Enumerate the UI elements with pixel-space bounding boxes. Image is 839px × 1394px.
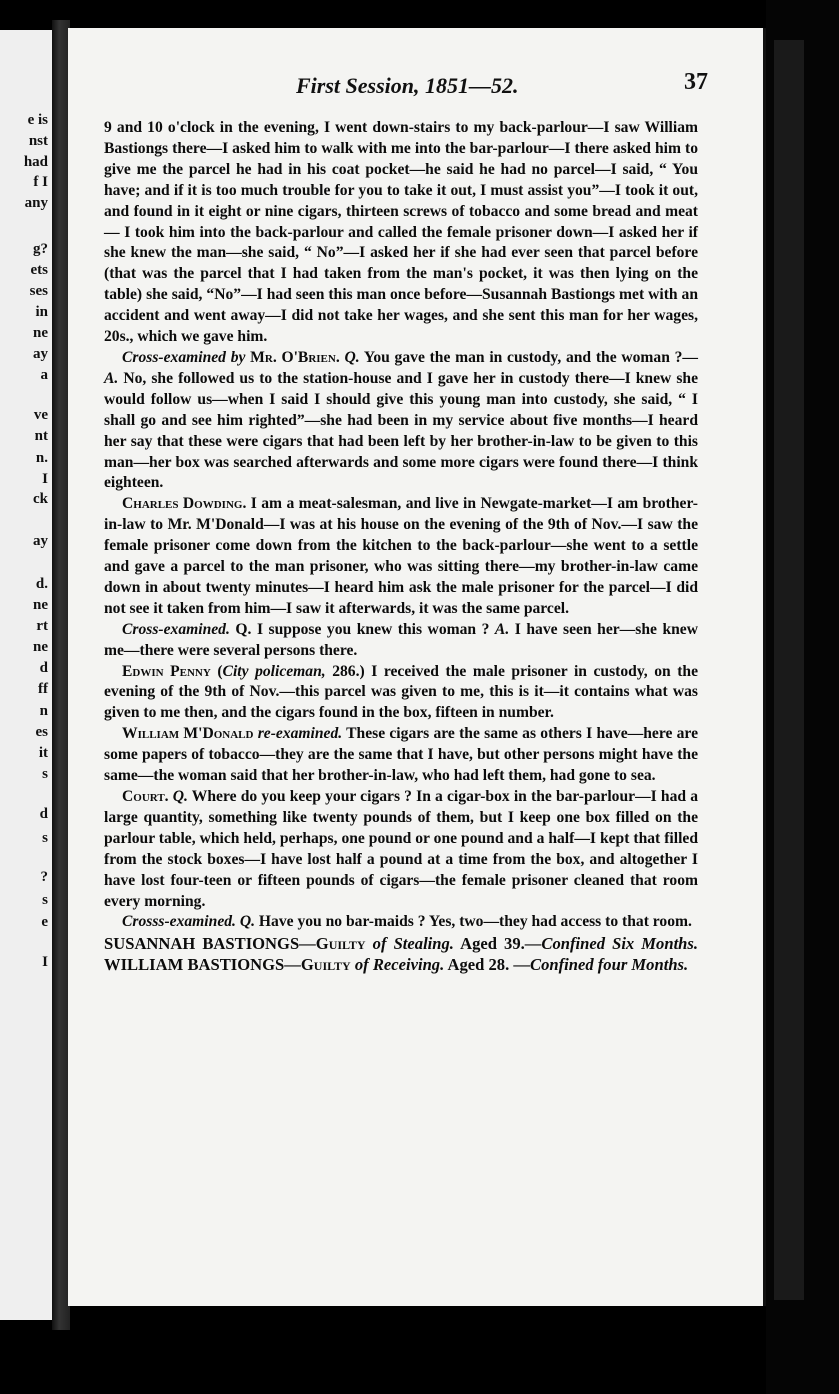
facing-page-fragment: any bbox=[24, 195, 48, 211]
facing-page-fragment: nst bbox=[28, 133, 48, 149]
facing-page-fragment: s bbox=[42, 892, 48, 908]
text-run: of Stealing. bbox=[365, 934, 454, 954]
facing-page-fragment: ne bbox=[33, 639, 48, 655]
text-run: Aged 39.— bbox=[453, 934, 542, 954]
scan-border bbox=[766, 0, 839, 1394]
text-run: Aged 28. — bbox=[444, 955, 530, 975]
testimony-paragraph bbox=[104, 787, 698, 912]
facing-page-fragment: rt bbox=[36, 618, 48, 634]
page-header bbox=[68, 69, 766, 103]
text-run: ( bbox=[210, 662, 223, 680]
text-run: Q. bbox=[344, 348, 360, 366]
text-run: Where do you keep your cigars ? In a cigar-box in the bar-parlour—I had a large quantity, something like twenty pounds of them, but I keep one box filled on the parlour table, which held, perhaps, one pound or one pound and a half—I kept that filled from the stock boxes—I have lost half a pound at a time from the box, and altogether I have lost four-teen or fifteen pounds of cigars—the female prisoner cleaned that room every morning. bbox=[104, 788, 698, 910]
text-run: Confined four Months. bbox=[530, 955, 689, 975]
testimony-paragraph bbox=[104, 494, 698, 619]
facing-page-fragment: ve bbox=[33, 407, 48, 423]
text-run: You gave the man in custody, and the woman ?— bbox=[359, 348, 699, 366]
facing-page-fragment: d bbox=[39, 806, 48, 822]
text-run: Guilty bbox=[300, 955, 351, 975]
facing-page-fragment: ne bbox=[33, 325, 48, 341]
text-run: Have you no bar-maids ? Yes, two—they had access to that room. bbox=[255, 913, 692, 931]
text-run: Q. bbox=[239, 913, 256, 931]
book-page bbox=[68, 28, 766, 1306]
text-run: 286.) I received the male prisoner in custody, on the evening of the 9th of Nov.—this parcel was given to me, this is it—it contains what was given to me then, and the cigars found in the box, fifteen in number. bbox=[104, 662, 698, 722]
facing-page-fragment: ? bbox=[40, 869, 48, 885]
text-run: 9 and 10 o'clock in the evening, I went down-stairs to my back-parlour—I saw William Bastiongs there—I asked him to walk with me into the bar-parlour—I there asked him to give me the parcel he had in his coat pocket—he said he had no parcel—I said, “ You have; and if it is too much trouble for you to take it out, I must assist you”—I took it out, and found in it eight or nine cigars, thirteen screws of tobacco and some bread and meat — I took him into the back-parlour and called the female prisoner down—I asked her if she knew the man—she said, “ No”—I asked her if she had ever seen that parcel before (that was the parcel that I had taken from the man's pocket, it was then lying on the table) she said, “No”—I had seen this man once before—Susannah Bastiongs met with an accident and went away—I did not take her wages, and she sent this man for her wages, 20s., which we gave him. bbox=[104, 119, 698, 346]
scan-edge-strip bbox=[774, 40, 804, 1300]
facing-page-fragment: in bbox=[35, 304, 48, 320]
facing-page-fragment: d bbox=[39, 660, 48, 676]
facing-page-fragment: s bbox=[42, 766, 48, 782]
text-run: These cigars are the same as others I have—here are some papers of tobacco—they are the same that I have, but other persons might have the same—the woman said that her brother-in-law, who had left them, had gone to sea. bbox=[104, 725, 698, 785]
facing-page-fragment: e is bbox=[27, 112, 48, 128]
testimony-paragraph bbox=[104, 662, 698, 725]
facing-page-fragment: a bbox=[40, 367, 48, 383]
facing-page-fragment: had bbox=[23, 154, 48, 170]
text-run: City policeman, bbox=[222, 662, 326, 680]
facing-page-fragment: it bbox=[38, 745, 48, 761]
running-title: First Session, 1851—52. bbox=[296, 73, 519, 98]
facing-page-fragment: ay bbox=[33, 346, 48, 362]
facing-page-fragment: ets bbox=[30, 262, 48, 278]
page-body bbox=[104, 118, 698, 975]
facing-page-fragment: n. bbox=[35, 450, 48, 466]
facing-page-fragment: ay bbox=[33, 533, 48, 549]
testimony-paragraph bbox=[104, 912, 698, 933]
text-run: I have seen her—she knew me—there were several persons there. bbox=[104, 620, 698, 659]
text-run: Confined Six Months. bbox=[541, 934, 699, 954]
testimony-paragraph bbox=[104, 724, 698, 787]
testimony-paragraph bbox=[104, 118, 698, 348]
text-run: A. bbox=[494, 620, 510, 638]
testimony-paragraph bbox=[104, 620, 698, 662]
text-run: Charles Dowding. bbox=[122, 495, 247, 513]
text-run: Mr. O'Brien. bbox=[250, 348, 340, 366]
facing-page-edge bbox=[0, 30, 54, 1320]
text-run: Cross-examined by bbox=[122, 348, 251, 366]
facing-page-fragment: es bbox=[35, 724, 48, 740]
facing-page-fragment: f I bbox=[33, 174, 48, 190]
text-run: SUSANNAH BASTIONGS— bbox=[104, 934, 316, 954]
verdict-paragraph bbox=[104, 933, 698, 975]
text-run: William M'Donald bbox=[122, 725, 254, 743]
text-run: of Receiving. bbox=[350, 955, 445, 975]
text-run: Cross-examined. bbox=[122, 620, 230, 638]
facing-page-fragment: n bbox=[39, 703, 48, 719]
text-run: Edwin Penny bbox=[122, 662, 211, 680]
facing-page-fragment: ses bbox=[29, 283, 48, 299]
text-run: Crosss-examined. bbox=[122, 913, 236, 931]
facing-page-fragment: nt bbox=[34, 428, 48, 444]
text-run: WILLIAM BASTIONGS— bbox=[104, 955, 301, 975]
facing-page-fragment: e bbox=[41, 914, 48, 930]
text-run: Q. bbox=[172, 788, 188, 805]
text-run: Court. bbox=[122, 788, 169, 805]
facing-page-fragment: s bbox=[42, 830, 48, 846]
facing-page-fragment: I bbox=[42, 954, 48, 970]
facing-page-fragment: ne bbox=[33, 597, 48, 613]
text-run: A. bbox=[104, 369, 119, 387]
facing-page-fragment: ff bbox=[38, 681, 48, 697]
facing-page-fragment: g? bbox=[33, 241, 48, 257]
text-run: re-examined. bbox=[257, 725, 343, 743]
facing-page-fragment: ck bbox=[33, 491, 48, 507]
text-run: Q. I suppose you knew this woman ? bbox=[229, 620, 495, 638]
text-run: No, she followed us to the station-house and I gave her in custody there—I knew she would follow us—when I said I should give this young man into custody, she said, “ I shall go and see him righted”—she had been in my service about five months—I heard her say that these were cigars that had been left by her brother-in-law to be given to this man—her box was searched afterwards and some more cigars were found there—I think eighteen. bbox=[104, 369, 698, 492]
page-number: 37 bbox=[684, 69, 708, 95]
text-run: Guilty bbox=[315, 934, 366, 954]
testimony-paragraph bbox=[104, 348, 698, 494]
text-run: I am a meat-salesman, and live in Newgate-market—I am brother-in-law to Mr. M'Donald—I was at his house on the evening of the 9th of Nov.—I saw the female prisoner come down from the kitchen to the back-parlour—she went to a settle and gave a parcel to the man prisoner, who was sitting there—my brother-in-law came down in about twenty minutes—I heard him ask the male prisoner for the parcel—I did not see it taken from him—I saw it afterwards, it was the same parcel. bbox=[104, 495, 698, 617]
facing-page-fragment: I bbox=[42, 471, 48, 487]
facing-page-fragment: d. bbox=[35, 576, 48, 592]
